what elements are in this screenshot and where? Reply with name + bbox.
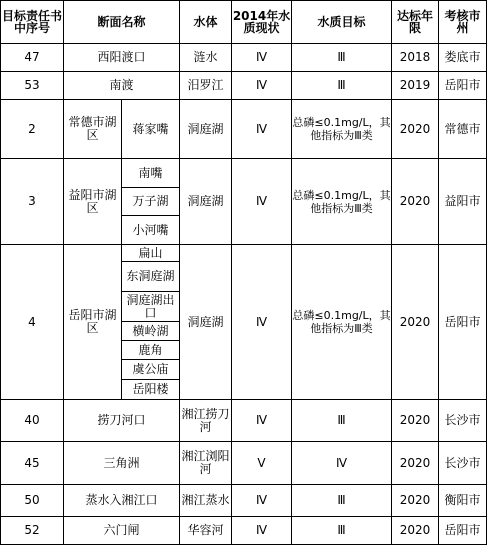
table-row xyxy=(1,159,487,188)
target-cell: Ⅲ xyxy=(292,44,392,72)
group-cell: 岳阳市湖区 xyxy=(64,245,122,400)
header-seq: 目标责任书中序号 xyxy=(1,1,64,44)
quality-cell: Ⅳ xyxy=(232,485,292,517)
city-cell: 长沙市 xyxy=(439,442,487,485)
seq-cell: 47 xyxy=(1,44,64,72)
year-cell: 2019 xyxy=(392,72,439,100)
target-cell: 总磷≤0.1mg/L，其他指标为Ⅲ类 xyxy=(292,159,392,245)
water-cell: 湘江蒸水 xyxy=(180,485,232,517)
group-cell: 常德市湖区 xyxy=(64,100,122,159)
water-cell: 汨罗江 xyxy=(180,72,232,100)
water-cell: 洞庭湖 xyxy=(180,159,232,245)
target-cell: 总磷≤0.1mg/L，其他指标为Ⅲ类 xyxy=(292,245,392,400)
sub-section-cell: 南嘴 xyxy=(122,159,180,188)
year-cell: 2020 xyxy=(392,517,439,545)
target-cell: Ⅲ xyxy=(292,485,392,517)
water-cell: 涟水 xyxy=(180,44,232,72)
city-cell: 岳阳市 xyxy=(439,517,487,545)
target-cell: Ⅳ xyxy=(292,442,392,485)
quality-cell: Ⅳ xyxy=(232,100,292,159)
seq-cell: 2 xyxy=(1,100,64,159)
quality-cell: Ⅳ xyxy=(232,159,292,245)
year-cell: 2020 xyxy=(392,442,439,485)
section-cell: 南渡 xyxy=(64,72,180,100)
seq-cell: 52 xyxy=(1,517,64,545)
table-row xyxy=(1,517,487,545)
water-cell: 洞庭湖 xyxy=(180,245,232,400)
table-row xyxy=(1,100,487,159)
section-cell: 捞刀河口 xyxy=(64,400,180,442)
quality-cell: Ⅳ xyxy=(232,400,292,442)
sub-section-cell: 小河嘴 xyxy=(122,216,180,245)
city-cell: 娄底市 xyxy=(439,44,487,72)
section-cell: 蒸水入湘江口 xyxy=(64,485,180,517)
city-cell: 岳阳市 xyxy=(439,72,487,100)
water-cell: 湘江浏阳河 xyxy=(180,442,232,485)
quality-cell: Ⅳ xyxy=(232,44,292,72)
header-target: 水质目标 xyxy=(292,1,392,44)
section-cell: 西阳渡口 xyxy=(64,44,180,72)
seq-cell: 53 xyxy=(1,72,64,100)
quality-cell: Ⅳ xyxy=(232,517,292,545)
city-cell: 衡阳市 xyxy=(439,485,487,517)
table-row xyxy=(1,44,487,72)
table-row xyxy=(1,442,487,485)
table-row xyxy=(1,400,487,442)
year-cell: 2020 xyxy=(392,245,439,400)
sub-section-cell: 横岭湖 xyxy=(122,322,180,341)
sub-section-cell: 岳阳楼 xyxy=(122,380,180,400)
header-quality-2014: 2014年水质现状 xyxy=(232,1,292,44)
year-cell: 2020 xyxy=(392,400,439,442)
year-cell: 2020 xyxy=(392,159,439,245)
header-row xyxy=(1,1,487,44)
city-cell: 益阳市 xyxy=(439,159,487,245)
water-cell: 洞庭湖 xyxy=(180,100,232,159)
target-cell: 总磷≤0.1mg/L，其他指标为Ⅲ类 xyxy=(292,100,392,159)
sub-section-cell: 东洞庭湖 xyxy=(122,262,180,292)
header-water: 水体 xyxy=(180,1,232,44)
target-cell: Ⅲ xyxy=(292,517,392,545)
target-cell: Ⅲ xyxy=(292,72,392,100)
header-city: 考核市州 xyxy=(439,1,487,44)
section-cell: 三角洲 xyxy=(64,442,180,485)
water-cell: 华容河 xyxy=(180,517,232,545)
sub-section-cell: 洞庭湖出口 xyxy=(122,292,180,322)
sub-section-cell: 鹿角 xyxy=(122,341,180,360)
table-row xyxy=(1,245,487,262)
sub-section-cell: 蒋家嘴 xyxy=(122,100,180,159)
section-cell: 六门闸 xyxy=(64,517,180,545)
year-cell: 2018 xyxy=(392,44,439,72)
quality-cell: Ⅳ xyxy=(232,245,292,400)
table-row xyxy=(1,72,487,100)
year-cell: 2020 xyxy=(392,100,439,159)
seq-cell: 40 xyxy=(1,400,64,442)
table-row xyxy=(1,485,487,517)
city-cell: 长沙市 xyxy=(439,400,487,442)
sub-section-cell: 扁山 xyxy=(122,245,180,262)
group-cell: 益阳市湖区 xyxy=(64,159,122,245)
seq-cell: 3 xyxy=(1,159,64,245)
header-year: 达标年限 xyxy=(392,1,439,44)
city-cell: 岳阳市 xyxy=(439,245,487,400)
seq-cell: 50 xyxy=(1,485,64,517)
sub-section-cell: 虞公庙 xyxy=(122,360,180,380)
water-cell: 湘江捞刀河 xyxy=(180,400,232,442)
target-cell: Ⅲ xyxy=(292,400,392,442)
seq-cell: 4 xyxy=(1,245,64,400)
quality-cell: Ⅳ xyxy=(232,72,292,100)
year-cell: 2020 xyxy=(392,485,439,517)
seq-cell: 45 xyxy=(1,442,64,485)
header-section: 断面名称 xyxy=(64,1,180,44)
quality-cell: Ⅴ xyxy=(232,442,292,485)
sub-section-cell: 万子湖 xyxy=(122,188,180,216)
city-cell: 常德市 xyxy=(439,100,487,159)
